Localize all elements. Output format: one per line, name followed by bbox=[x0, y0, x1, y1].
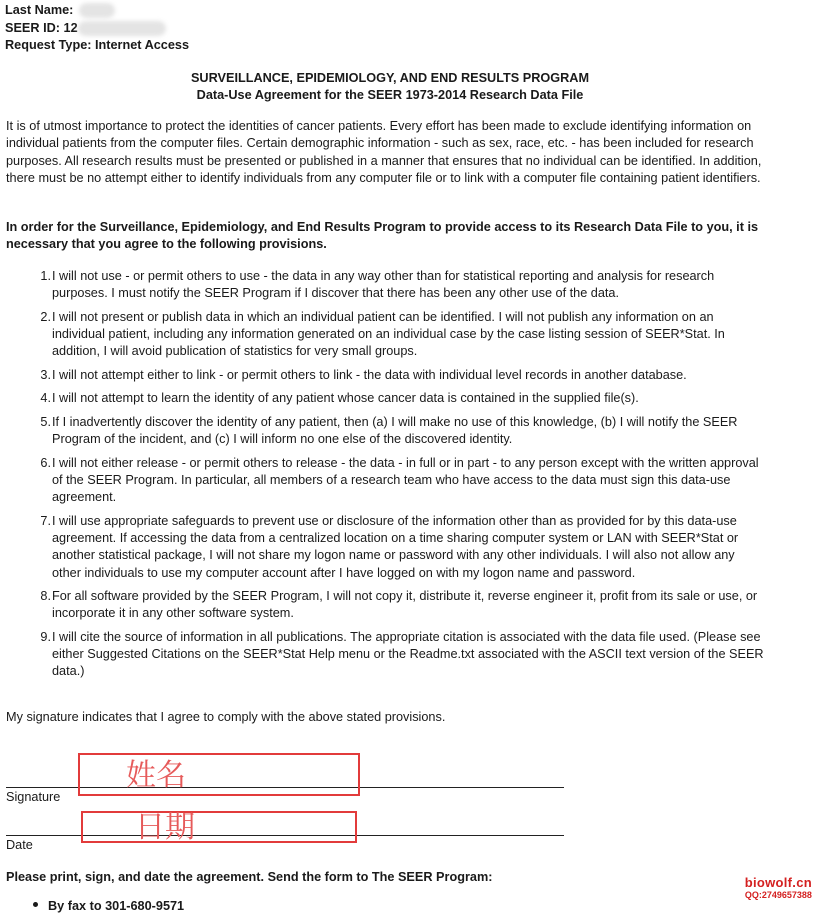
provision-text: I will use appropriate safeguards to prevent use or disclosure of the information other than as provided for by this data-use agreement. If accessing the data from a centralized location on a time sharing computer system or LAN with SEER*Stat or another statistical package, I will not share my logon name or password with any other individuals. I will also not allow any other individuals to use my computer account after I have logged on with my logon name and password. bbox=[52, 513, 739, 580]
provision-number: 7. bbox=[40, 513, 51, 528]
provision-item bbox=[22, 629, 767, 681]
seer-id-row bbox=[5, 20, 189, 38]
bullet-icon bbox=[33, 902, 38, 907]
provision-number: 1. bbox=[40, 269, 51, 283]
provision-text: If I inadvertently discover the identity of any patient, then (a) I will make no use of this knowledge, (b) I will notify the SEER Program of the incident, and (c) I will inform no one else of the discovered identity. bbox=[52, 414, 738, 447]
signature-label: Signature bbox=[6, 790, 61, 804]
provision-text: I will not either release - or permit others to release - the data - in full or in part - to any person except with the written approval of the SEER Program. In particular, all members of a research team who have access to the data must sign this data-use agreement. bbox=[52, 455, 759, 505]
provision-text: I will not attempt to learn the identity of any patient whose cancer data is contained in the supplied file(s). bbox=[52, 391, 639, 406]
last-name-label: Last Name: bbox=[5, 3, 74, 17]
last-name-row bbox=[5, 2, 189, 20]
provision-number: 4. bbox=[40, 391, 51, 406]
date-annotation-box bbox=[81, 811, 357, 843]
agreement-statement: My signature indicates that I agree to comply with the above stated provisions. bbox=[6, 710, 446, 724]
provision-number: 3. bbox=[40, 367, 51, 382]
program-title: SURVEILLANCE, EPIDEMIOLOGY, AND END RESULTS PROGRAM bbox=[190, 71, 590, 85]
date-label: Date bbox=[6, 838, 33, 852]
provision-number: 6. bbox=[40, 455, 51, 470]
provision-item bbox=[22, 390, 767, 407]
condition-paragraph: In order for the Surveillance, Epidemiology, and End Results Program to provide access to its Research Data File to you, it is necessary that you agree to the following provisions. bbox=[6, 220, 759, 252]
watermark-qq: QQ:2749657388 bbox=[744, 890, 812, 900]
request-type-row bbox=[5, 37, 189, 55]
agreement-title bbox=[0, 70, 780, 104]
signature-handwriting: 姓名 bbox=[126, 758, 186, 793]
intro-paragraph: It is of utmost importance to protect the identities of cancer patients. Every effort has been made to exclude identifying information on individual patients from the computer files. Certain demographic information - such as sex, race, etc. - has been included for research purposes. All research results must be presented or published in a manner that ensures that no individual can be identified. In addition, there must be no attempt either to identify individuals from any computer file or to link with a computer file containing patient identifiers. bbox=[6, 119, 762, 185]
agreement-subtitle: Data-Use Agreement for the SEER 1973-2014 Research Data File bbox=[196, 88, 584, 102]
fax-bullet-item bbox=[33, 898, 184, 915]
seer-id-label: SEER ID: 12 bbox=[5, 20, 78, 35]
provision-number: 9. bbox=[40, 629, 51, 644]
redacted-last-name bbox=[79, 3, 115, 18]
provision-number: 8. bbox=[40, 589, 51, 604]
request-type: Request Type: Internet Access bbox=[5, 38, 190, 52]
provision-text: I will not use - or permit others to use - the data in any way other than for statistical reporting and analysis for research purposes. I must notify the SEER Program if I discover that there has been any other use of the data. bbox=[52, 269, 715, 301]
signature-annotation-box bbox=[78, 753, 360, 796]
date-handwriting: 日期 bbox=[135, 810, 195, 845]
provision-text: I will cite the source of information in all publications. The appropriate citation is associated with the data file used. (Please see either Suggested Citations on the SEER*Stat Help menu or the Readme.txt associated with the ASCII text version of the SEER data.) bbox=[52, 629, 764, 679]
provision-number: 2. bbox=[40, 309, 51, 324]
provision-item bbox=[22, 588, 767, 623]
provision-number: 5. bbox=[40, 414, 51, 429]
provision-item bbox=[22, 455, 767, 507]
provision-text: For all software provided by the SEER Program, I will not copy it, distribute it, reverse engineer it, profit from its sale or use, or incorporate it in any other software system. bbox=[52, 589, 758, 621]
provision-item bbox=[22, 414, 767, 449]
provision-text: I will not present or publish data in which an individual patient can be identified. I will not publish any information on an individual patient, including any information generated on an individual case by the case listing session of SEER*Stat. In addition, I will avoid publication of statistics for very small groups. bbox=[52, 309, 725, 359]
watermark bbox=[745, 876, 812, 900]
provision-item bbox=[22, 309, 767, 361]
redacted-seer-id bbox=[78, 21, 166, 36]
watermark-site: biowolf.cn bbox=[744, 875, 812, 890]
requester-header bbox=[5, 2, 189, 55]
submission-instruction: Please print, sign, and date the agreement. Send the form to The SEER Program: bbox=[6, 870, 493, 884]
provision-text: I will not attempt either to link - or permit others to link - the data with individual level records in another database. bbox=[52, 367, 687, 382]
provision-item bbox=[22, 513, 767, 582]
provisions-list bbox=[22, 268, 767, 687]
provision-item bbox=[22, 367, 767, 384]
provision-item bbox=[22, 268, 767, 303]
fax-instruction: By fax to 301-680-9571 bbox=[48, 899, 185, 913]
